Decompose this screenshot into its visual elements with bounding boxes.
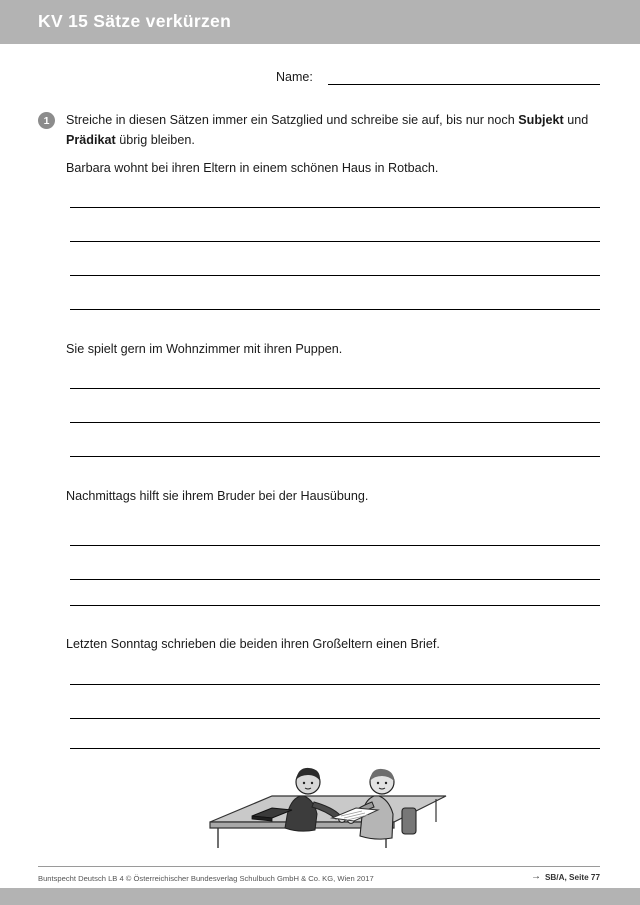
writing-line[interactable] (70, 579, 600, 580)
footer-band (0, 888, 640, 905)
writing-line[interactable] (70, 275, 600, 276)
instruction-bold-praedikat: Prädikat (66, 132, 116, 147)
instruction-text-part-1: Streiche in diesen Sätzen immer ein Satzglied und schreibe sie auf, bis nur noch (66, 113, 519, 127)
writing-line[interactable] (70, 422, 600, 423)
writing-line[interactable] (70, 388, 600, 389)
task-number-badge: 1 (38, 112, 55, 129)
name-field-row (276, 70, 600, 90)
instruction-text-part-3: übrig bleiben. (115, 132, 195, 147)
writing-line[interactable] (70, 456, 600, 457)
writing-line[interactable] (70, 309, 600, 310)
footer-divider (38, 866, 600, 867)
sentence-prompt-4: Letzten Sonntag schrieben die beiden ihren Großeltern einen Brief. (66, 637, 440, 651)
arrow-right-icon: → (530, 871, 541, 882)
writing-line[interactable] (70, 545, 600, 546)
writing-line[interactable] (70, 718, 600, 719)
writing-line[interactable] (70, 748, 600, 749)
writing-line[interactable] (70, 207, 600, 208)
footer-reference-label: SB/A, Seite 77 (544, 872, 600, 882)
task-instruction (66, 111, 600, 150)
instruction-text-part-2: und (563, 113, 589, 127)
writing-line[interactable] (70, 605, 600, 606)
sentence-prompt-2: Sie spielt gern im Wohnzimmer mit ihren Puppen. (66, 342, 343, 356)
footer-copyright: Buntspecht Deutsch LB 4 © Österreichischer Bundesverlag Schulbuch GmbH & Co. KG, Wien 2017 (38, 874, 374, 883)
sentence-prompt-1: Barbara wohnt bei ihren Eltern in einem schönen Haus in Rotbach. (66, 161, 439, 175)
sentence-prompt-3: Nachmittags hilft sie ihrem Bruder bei der Hausübung. (66, 489, 369, 503)
footer-reference (531, 872, 600, 882)
writing-line[interactable] (70, 684, 600, 685)
page-title: KV 15 Sätze verkürzen (38, 11, 232, 31)
writing-line[interactable] (70, 241, 600, 242)
name-input-line[interactable] (328, 84, 600, 85)
name-label: Name: (276, 70, 313, 84)
instruction-bold-subjekt: Subjekt (518, 113, 564, 127)
illustration-children-writing (196, 752, 458, 850)
